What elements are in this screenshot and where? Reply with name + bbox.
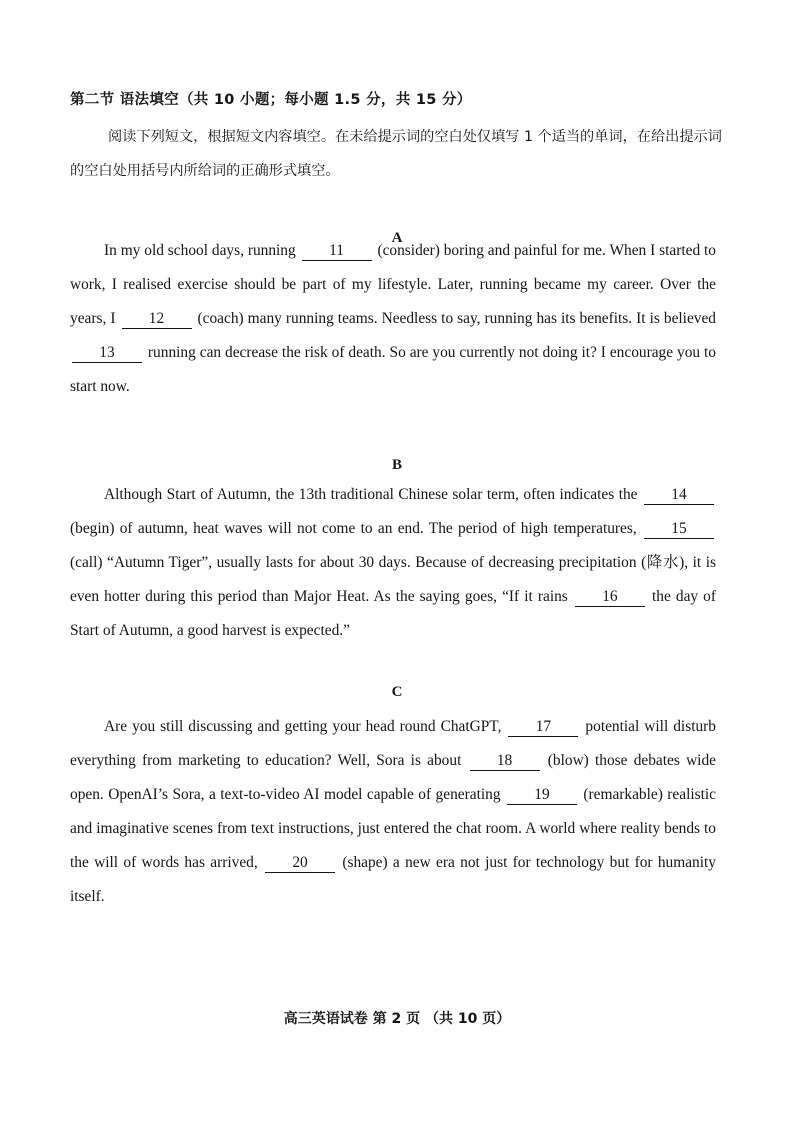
passage-label-c: C bbox=[391, 684, 403, 700]
passage-text: (remarkable) realistic and imaginative scenes from text instructions, just entered the chat room. A world where reality bends to the will of words has arrived, bbox=[70, 786, 716, 871]
passage-label-b: B bbox=[391, 457, 402, 473]
passage-a bbox=[70, 234, 716, 404]
passage-text: In my old school days, running bbox=[104, 242, 300, 259]
passage-label-a: A bbox=[391, 230, 403, 246]
passage-text: (coach) many running teams. Needless to say, running has its benefits. It is believed bbox=[193, 310, 717, 327]
blank-13[interactable]: 13 bbox=[72, 344, 142, 363]
blank-16[interactable]: 16 bbox=[575, 588, 645, 607]
passage-text: (begin) of autumn, heat waves will not come to an end. The period of high temperatures, bbox=[70, 520, 642, 537]
passage-text: (call) “Autumn Tiger”, usually lasts for about 30 days. Because of decreasing precipitation (降水), it is even hotter during this period than Major Heat. As the saying goes, “If it rains bbox=[70, 554, 716, 605]
blank-15[interactable]: 15 bbox=[644, 520, 714, 539]
blank-14[interactable]: 14 bbox=[644, 486, 714, 505]
passage-text: potential will disturb everything from marketing to education? Well, Sora is about bbox=[70, 718, 716, 769]
blank-20[interactable]: 20 bbox=[265, 854, 335, 873]
instructions: 阅读下列短文，根据短文内容填空。在未给提示词的空白处仅填写 1 个适当的单词，在给出提示词的空白处用括号内所给词的正确形式填空。 bbox=[70, 129, 722, 179]
blank-12[interactable]: 12 bbox=[122, 310, 192, 329]
blank-19[interactable]: 19 bbox=[507, 786, 577, 805]
passage-c bbox=[70, 710, 716, 914]
blank-17[interactable]: 17 bbox=[508, 718, 578, 737]
page-footer: 高三英语试卷 第 2 页 （共 10 页） bbox=[283, 1011, 511, 1027]
passage-text: (blow) those debates wide open. OpenAI’s Sora, a text-to-video AI model capable of generating bbox=[70, 752, 716, 803]
passage-text: Although Start of Autumn, the 13th traditional Chinese solar term, often indicates the bbox=[104, 486, 642, 503]
blank-18[interactable]: 18 bbox=[470, 752, 540, 771]
passage-b bbox=[70, 478, 716, 648]
passage-text: running can decrease the risk of death. So are you currently not doing it? I encourage you to start now. bbox=[70, 344, 716, 395]
passage-text: (shape) a new era not just for technology but for humanity itself. bbox=[70, 854, 716, 905]
blank-11[interactable]: 11 bbox=[302, 242, 372, 261]
passage-text: Are you still discussing and getting your head round ChatGPT, bbox=[104, 718, 507, 735]
passage-text: the day of Start of Autumn, a good harvest is expected.” bbox=[70, 588, 717, 639]
passage-text: (consider) boring and painful for me. When I started to work, I realised exercise should be part of my lifestyle. Later, running became my career. Over the years, I bbox=[70, 242, 716, 327]
section-title: 第二节 语法填空（共 10 小题；每小题 1.5 分，共 15 分） bbox=[70, 92, 472, 108]
